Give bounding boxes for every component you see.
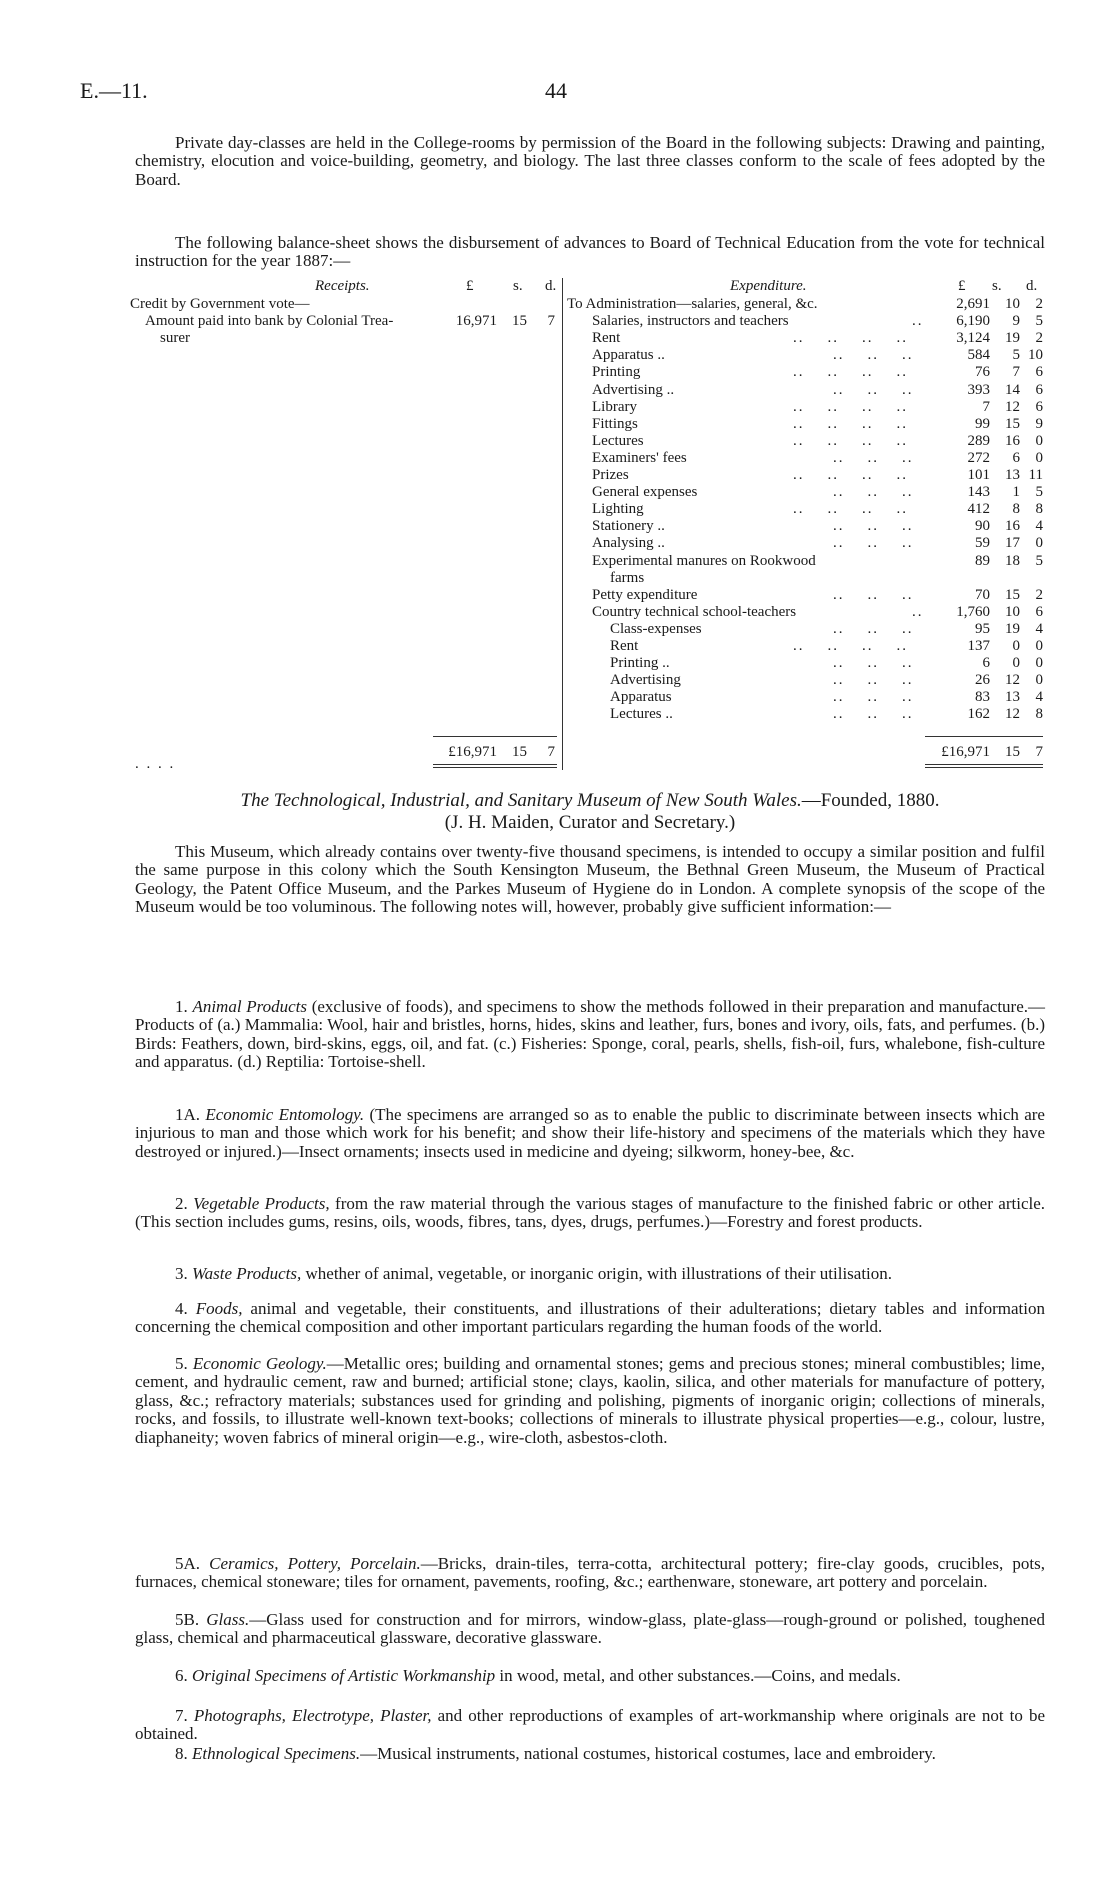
museum-section bbox=[135, 1667, 1045, 1685]
expenditure-shillings: 5 bbox=[1012, 347, 1020, 364]
expenditure-leader-dots: .. .. .. bbox=[833, 347, 914, 364]
expenditure-pounds: 6 bbox=[982, 655, 990, 672]
expenditure-pounds: 101 bbox=[967, 467, 990, 483]
expenditure-label: Rent bbox=[610, 638, 639, 654]
expenditure-shillings: 12 bbox=[1005, 706, 1020, 723]
museum-title: The Technological, Industrial, and Sanitary Museum of New South Wales.—Founded, 1880. bbox=[240, 790, 940, 811]
expenditure-pence: 0 bbox=[1035, 672, 1043, 689]
section-title: Photographs, Electrotype, Plaster, bbox=[193, 1706, 432, 1725]
expenditure-pounds: 584 bbox=[967, 347, 990, 364]
expenditure-label: Lectures bbox=[592, 432, 644, 449]
expenditure-leader-dots: .. .. .. bbox=[833, 586, 914, 603]
expenditure-pence: 5 bbox=[1035, 313, 1043, 330]
expenditure-label: Library bbox=[592, 398, 637, 415]
expenditure-leader-dots: .. .. .. bbox=[833, 449, 914, 466]
section-number: 8. bbox=[175, 1744, 192, 1763]
expenditure-heading: Expenditure. bbox=[730, 278, 807, 294]
museum-section bbox=[135, 1355, 1045, 1447]
expenditure-pounds: 143 bbox=[967, 484, 990, 501]
section-text: from the raw material through the various stages of manufacture to the finished fabric or other article. (This section includes gums, resins, oils, woods, fibres, tans, dyes, drugs, perfumes.)—Forestry and forest products. bbox=[135, 1194, 1046, 1232]
section-number: 5A. bbox=[175, 1554, 210, 1573]
expenditure-pounds: 7 bbox=[982, 398, 990, 415]
expenditure-total-double-rule-2 bbox=[925, 767, 1043, 768]
section-text: (The specimens are arranged so as to enable the public to discriminate between insects which are injurious to man and those which work for his benefit; and show their life-history and specimens of the materials which they have destroyed or injured.)—Insect ornaments; insects used in medicine and dyeing; silkworm, honey-bee, &c. bbox=[135, 1105, 1045, 1161]
expenditure-shillings: 19 bbox=[1005, 330, 1020, 347]
expenditure-shillings: 16 bbox=[1005, 518, 1020, 535]
expenditure-leader-dots: .. .. .. .. bbox=[793, 398, 908, 415]
expenditure-pounds: 412 bbox=[967, 501, 990, 518]
expenditure-shillings: 17 bbox=[1005, 535, 1020, 552]
museum-section bbox=[135, 1265, 1045, 1283]
receipt-pounds: 16,971 bbox=[455, 313, 497, 329]
expenditure-leader-dots: .. .. .. .. bbox=[793, 330, 908, 347]
expenditure-shillings: 13 bbox=[1005, 689, 1020, 706]
section-title: Foods, bbox=[195, 1299, 243, 1318]
expenditure-pence: 0 bbox=[1035, 535, 1043, 552]
expenditure-pence: 11 bbox=[1028, 467, 1043, 483]
expenditure-pounds: 70 bbox=[975, 586, 990, 603]
expenditure-pence: 0 bbox=[1035, 449, 1043, 466]
expenditure-pence: 0 bbox=[1035, 432, 1043, 449]
expenditure-leader-dots: .. .. .. bbox=[833, 518, 914, 535]
expenditure-leader-dots: .. .. .. bbox=[833, 689, 914, 706]
expenditure-pounds: 3,124 bbox=[956, 330, 990, 347]
expenditure-leader-dots: .. .. .. bbox=[833, 381, 914, 398]
section-title: Economic Geology. bbox=[192, 1354, 327, 1373]
expenditure-leader-dots: .. .. .. bbox=[833, 484, 914, 501]
expenditure-pounds: 83 bbox=[975, 689, 990, 706]
section-text: in wood, metal, and other substances.—Coins, and medals. bbox=[495, 1666, 901, 1685]
receipt-pence: 7 bbox=[547, 313, 555, 329]
section-title: Glass. bbox=[206, 1610, 250, 1629]
expenditure-label: Lighting bbox=[592, 501, 644, 518]
receipts-total-pounds: £16,971 bbox=[448, 744, 497, 760]
section-number: 4. bbox=[175, 1299, 196, 1318]
expenditure-label: Rent bbox=[592, 330, 621, 347]
section-text: animal and vegetable, their constituents, and illustrations of their adulterations; dietary tables and information concerning the chemical composition and other important particulars regarding the human foods of the world. bbox=[135, 1299, 1046, 1337]
receipt-label: Amount paid into bank by Colonial Trea- bbox=[145, 313, 394, 329]
museum-description: This Museum, which already contains over twenty-five thousand specimens, is intended to occupy a similar position and fulfil the same purpose in this colony which the South Kensington Museum, the Bethnal Green Museum, the Museum of Practical Geology, the Patent Office Museum, and the Parkes Museum of Hygiene do in London. A complete synopsis of the scope of the Museum would be too voluminous. The following notes will, however, probably give sufficient information:— bbox=[135, 842, 1045, 917]
expenditure-label: Lectures .. bbox=[610, 706, 673, 723]
expenditure-label: farms bbox=[610, 569, 645, 586]
expenditure-pounds: 59 bbox=[975, 535, 990, 552]
receipts-col-shillings: s. bbox=[513, 278, 523, 294]
expenditure-total-pounds: £16,971 bbox=[941, 744, 990, 760]
expenditure-pence: 6 bbox=[1035, 398, 1043, 415]
expenditure-pence: 6 bbox=[1035, 364, 1043, 381]
receipts-total-rule bbox=[433, 736, 557, 737]
expenditure-col-pounds: £ bbox=[958, 278, 966, 294]
expenditure-shillings: 6 bbox=[1012, 449, 1020, 466]
expenditure-pence: 8 bbox=[1035, 501, 1043, 518]
expenditure-shillings: 0 bbox=[1012, 638, 1020, 654]
expenditure-pence: 4 bbox=[1035, 689, 1043, 706]
section-text: (exclusive of foods), and specimens to show the methods followed in their preparation and manufacture.—Products of (a.) Mammalia: Wool, hair and bristles, horns, hides, skins and leather, furs, bones and ivory, oils, fats, and perfumes. (b.) Birds: Feathers, down, bird-skins, eggs, oil, and fat. (c.) Fisheries: Sponge, coral, pearls, shells, fish-oil, furs, whalebone, fish-culture and apparatus. (d.) Reptilia: Tortoise-shell. bbox=[135, 997, 1045, 1072]
expenditure-pence: 9 bbox=[1035, 415, 1043, 432]
expenditure-label: Experimental manures on Rookwood bbox=[592, 552, 816, 569]
expenditure-pence: 6 bbox=[1035, 381, 1043, 398]
section-text: whether of animal, vegetable, or inorganic origin, with illustrations of their utilisation. bbox=[301, 1264, 893, 1283]
expenditure-leader-dots: .. bbox=[912, 313, 924, 330]
expenditure-total-pence: 7 bbox=[1035, 744, 1043, 760]
expenditure-shillings: 18 bbox=[1005, 552, 1020, 569]
expenditure-leader-dots: .. .. .. .. bbox=[793, 501, 908, 518]
section-number: 5B. bbox=[175, 1610, 207, 1629]
expenditure-pounds: 26 bbox=[975, 672, 990, 689]
expenditure-leader-dots: .. .. .. .. bbox=[793, 415, 908, 432]
section-number: 7. bbox=[175, 1706, 194, 1725]
expenditure-pence: 8 bbox=[1035, 706, 1043, 723]
expenditure-shillings: 13 bbox=[1005, 467, 1020, 483]
expenditure-label: Apparatus bbox=[610, 689, 672, 706]
expenditure-pence: 0 bbox=[1035, 638, 1043, 654]
expenditure-leader-dots: .. .. .. .. bbox=[793, 364, 908, 381]
expenditure-leader-dots: .. bbox=[912, 603, 924, 620]
section-text: —Bricks, drain-tiles, terra-cotta, architectural pottery; fire-clay goods, crucibles, pots, furnaces, chemical stoneware; tiles for ornament, pavements, roofing, &c.; earthenware, stoneware, art pottery and porcelain. bbox=[135, 1554, 1045, 1592]
expenditure-pence: 5 bbox=[1035, 484, 1043, 501]
expenditure-pounds: 6,190 bbox=[956, 313, 990, 330]
expenditure-col-pence: d. bbox=[1026, 278, 1038, 294]
museum-section bbox=[135, 1745, 1045, 1763]
expenditure-label: Class-expenses bbox=[610, 620, 702, 637]
expenditure-shillings: 19 bbox=[1005, 620, 1020, 637]
expenditure-col-shillings: s. bbox=[992, 278, 1002, 294]
expenditure-pounds: 289 bbox=[967, 432, 990, 449]
expenditure-shillings: 15 bbox=[1005, 415, 1020, 432]
section-title: Animal Products bbox=[192, 997, 308, 1016]
expenditure-shillings: 14 bbox=[1005, 381, 1020, 398]
section-title: Original Specimens of Artistic Workmanship bbox=[192, 1666, 496, 1685]
museum-section bbox=[135, 998, 1045, 1072]
expenditure-pounds: 76 bbox=[975, 364, 990, 381]
expenditure-shillings: 10 bbox=[1005, 603, 1020, 620]
receipt-shillings: 15 bbox=[512, 313, 527, 329]
expenditure-leader-dots: .. .. .. bbox=[833, 672, 914, 689]
section-title: Waste Products, bbox=[192, 1264, 302, 1283]
expenditure-pence: 4 bbox=[1035, 620, 1043, 637]
balance-sheet-divider bbox=[562, 278, 563, 770]
expenditure-label: Stationery .. bbox=[592, 518, 665, 535]
section-number: 2. bbox=[175, 1194, 194, 1213]
receipts-heading: Receipts. bbox=[315, 278, 370, 294]
expenditure-label: Printing bbox=[592, 364, 641, 381]
museum-section bbox=[135, 1555, 1045, 1592]
receipt-label: Credit by Government vote— bbox=[130, 296, 310, 312]
expenditure-shillings: 9 bbox=[1012, 313, 1020, 330]
expenditure-pence: 0 bbox=[1035, 655, 1043, 672]
museum-section bbox=[135, 1195, 1045, 1232]
expenditure-total-rule bbox=[925, 736, 1043, 737]
expenditure-leader-dots: .. .. .. .. bbox=[793, 467, 908, 483]
receipts-col-pence: d. bbox=[545, 278, 557, 294]
receipts-total-pence: 7 bbox=[547, 744, 555, 760]
expenditure-pounds: 1,760 bbox=[956, 603, 990, 620]
expenditure-pounds: 393 bbox=[967, 381, 990, 398]
expenditure-pence: 2 bbox=[1035, 296, 1043, 312]
expenditure-pounds: 272 bbox=[967, 449, 990, 466]
section-number: 6. bbox=[175, 1666, 192, 1685]
expenditure-leader-dots: .. .. .. bbox=[833, 620, 914, 637]
expenditure-shillings: 10 bbox=[1005, 296, 1020, 312]
expenditure-shillings: 12 bbox=[1005, 398, 1020, 415]
expenditure-label: Printing .. bbox=[610, 655, 670, 672]
expenditure-pence: 4 bbox=[1035, 518, 1043, 535]
expenditure-shillings: 1 bbox=[1012, 484, 1020, 501]
expenditure-label: General expenses bbox=[592, 484, 698, 501]
section-number: 5. bbox=[175, 1354, 193, 1373]
expenditure-label: Advertising .. bbox=[592, 381, 675, 398]
expenditure-leader-dots: .. .. .. bbox=[833, 706, 914, 723]
private-classes-paragraph: Private day-classes are held in the College-rooms by permission of the Board in the following subjects: Drawing and painting, chemistry, elocution and voice-building, geometry, and biology. The last three classes conform to the scale of fees adopted by the Board. bbox=[135, 133, 1045, 189]
expenditure-shillings: 12 bbox=[1005, 672, 1020, 689]
section-text: and other reproductions of examples of art-workmanship where originals are not to be obtained. bbox=[135, 1706, 1045, 1744]
section-text: —Musical instruments, national costumes, historical costumes, lace and embroidery. bbox=[360, 1744, 936, 1763]
expenditure-total-double-rule-1 bbox=[925, 764, 1043, 765]
page-number: 44 bbox=[545, 78, 567, 103]
expenditure-pounds: 90 bbox=[975, 518, 990, 535]
section-title: Ethnological Specimens. bbox=[192, 1744, 361, 1763]
museum-section bbox=[135, 1106, 1045, 1161]
museum-section bbox=[135, 1707, 1045, 1744]
expenditure-pence: 10 bbox=[1028, 347, 1043, 364]
expenditure-leader-dots: .. .. .. .. bbox=[793, 638, 908, 654]
receipts-total-double-rule-2 bbox=[433, 767, 557, 768]
expenditure-label: To Administration—salaries, general, &c. bbox=[567, 296, 818, 312]
expenditure-pence: 5 bbox=[1035, 552, 1043, 569]
expenditure-total-shillings: 15 bbox=[1005, 744, 1020, 760]
expenditure-label: Country technical school-teachers bbox=[592, 603, 797, 620]
expenditure-shillings: 8 bbox=[1012, 501, 1020, 518]
expenditure-label: Prizes bbox=[592, 467, 629, 483]
expenditure-shillings: 0 bbox=[1012, 655, 1020, 672]
expenditure-pounds: 99 bbox=[975, 415, 990, 432]
section-number: 1. bbox=[175, 997, 193, 1016]
section-text: —Glass used for construction and for mirrors, window-glass, plate-glass—rough-ground or polished, toughened glass, chemical and pharmaceutical glassware, decorative glassware. bbox=[135, 1610, 1046, 1648]
expenditure-pounds: 162 bbox=[967, 706, 990, 723]
balance-sheet bbox=[130, 278, 1045, 788]
expenditure-shillings: 7 bbox=[1012, 364, 1020, 381]
expenditure-label: Salaries, instructors and teachers bbox=[592, 313, 789, 330]
section-text: —Metallic ores; building and ornamental stones; gems and precious stones; mineral combustibles; lime, cement, and hydraulic cement, raw and burned; artificial stone; clays, kaolin, silica, and other materials for manufacture of pottery, glass, &c.; refractory materials; substances used for grinding and polishing, pigments of inorganic origin; collections of minerals, rocks, and fossils, to illustrate well-known text-books; collections of minerals to illustrate physical properties—e.g., colour, lustre, diaphaneity; woven fabrics of mineral origin—e.g., wire-cloth, asbestos-cloth. bbox=[135, 1354, 1046, 1447]
section-title: Economic Entomology. bbox=[205, 1105, 365, 1124]
expenditure-label: Examiners' fees bbox=[592, 449, 687, 466]
section-title: Ceramics, Pottery, Porcelain. bbox=[209, 1554, 421, 1573]
expenditure-label: Advertising bbox=[610, 672, 681, 689]
report-reference: E.—11. bbox=[80, 78, 148, 103]
receipts-total-double-rule-1 bbox=[433, 764, 557, 765]
section-number: 1A. bbox=[175, 1105, 206, 1124]
expenditure-pounds: 89 bbox=[975, 552, 990, 569]
expenditure-shillings: 15 bbox=[1005, 586, 1020, 603]
receipts-col-pounds: £ bbox=[466, 278, 474, 294]
expenditure-pounds: 2,691 bbox=[956, 296, 990, 312]
expenditure-label: Apparatus .. bbox=[592, 347, 665, 364]
receipts-total-dots: . . . . bbox=[135, 756, 176, 772]
section-number: 3. bbox=[175, 1264, 192, 1283]
expenditure-leader-dots: .. .. .. .. bbox=[793, 432, 908, 449]
expenditure-leader-dots: .. .. .. bbox=[833, 535, 914, 552]
expenditure-pence: 2 bbox=[1035, 586, 1043, 603]
expenditure-label: Petty expenditure bbox=[592, 586, 698, 603]
expenditure-pounds: 95 bbox=[975, 620, 990, 637]
expenditure-pounds: 137 bbox=[967, 638, 990, 654]
expenditure-leader-dots: .. .. .. bbox=[833, 655, 914, 672]
receipts-total-shillings: 15 bbox=[512, 744, 527, 760]
museum-section bbox=[135, 1300, 1045, 1337]
museum-section bbox=[135, 1611, 1045, 1648]
expenditure-label: Fittings bbox=[592, 415, 638, 432]
section-title: Vegetable Products, bbox=[193, 1194, 330, 1213]
expenditure-shillings: 16 bbox=[1005, 432, 1020, 449]
expenditure-pence: 6 bbox=[1035, 603, 1043, 620]
balance-intro-paragraph: The following balance-sheet shows the disbursement of advances to Board of Technical Education from the vote for technical instruction for the year 1887:— bbox=[135, 233, 1045, 271]
receipt-label: surer bbox=[160, 330, 190, 346]
expenditure-pence: 2 bbox=[1035, 330, 1043, 347]
museum-curator: (J. H. Maiden, Curator and Secretary.) bbox=[444, 812, 736, 833]
expenditure-label: Analysing .. bbox=[592, 535, 665, 552]
